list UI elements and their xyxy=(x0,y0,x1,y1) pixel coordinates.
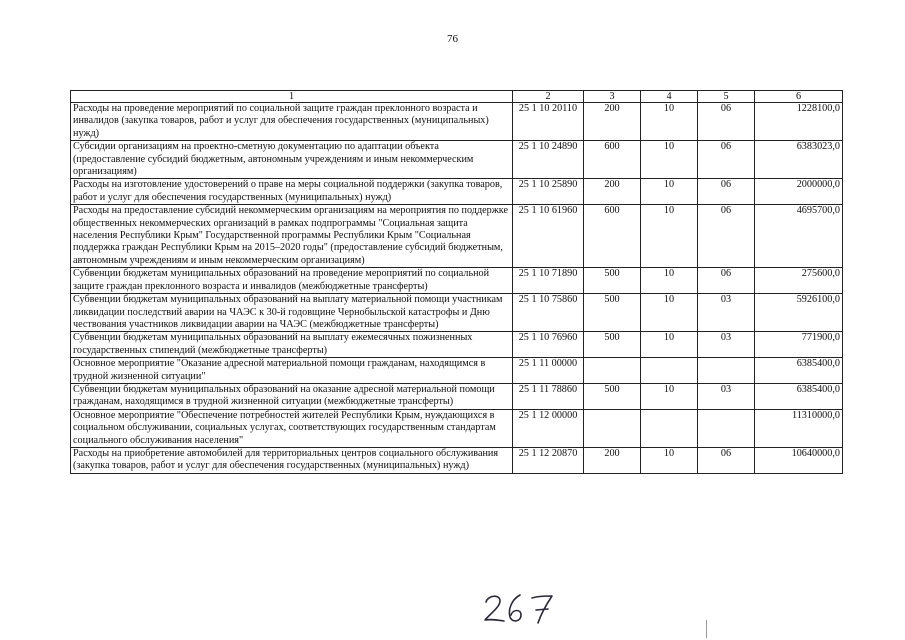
budget-table xyxy=(70,90,843,474)
table-row xyxy=(71,447,843,473)
section-code: 10 xyxy=(641,179,698,205)
subsection-code: 06 xyxy=(698,205,755,268)
section-code: 10 xyxy=(641,447,698,473)
expense-type-code xyxy=(584,358,641,384)
table-row xyxy=(71,358,843,384)
amount: 4695700,0 xyxy=(755,205,843,268)
subsection-code: 06 xyxy=(698,103,755,141)
section-code: 10 xyxy=(641,141,698,179)
section-code: 10 xyxy=(641,332,698,358)
column-header-1: 1 xyxy=(71,91,513,103)
table-row xyxy=(71,205,843,268)
expense-type-code: 200 xyxy=(584,447,641,473)
row-name: Расходы на приобретение автомобилей для территориальных центров социального обслуживания (закупка товаров, работ и услуг для обеспечения государственных (муниципальных) нужд) xyxy=(71,447,513,473)
margin-mark xyxy=(706,620,707,638)
amount: 10640000,0 xyxy=(755,447,843,473)
table-row xyxy=(71,268,843,294)
target-article-code: 25 1 11 78860 xyxy=(513,383,584,409)
expense-type-code xyxy=(584,409,641,447)
amount: 11310000,0 xyxy=(755,409,843,447)
column-header-4: 4 xyxy=(641,91,698,103)
section-code: 10 xyxy=(641,205,698,268)
table-row xyxy=(71,409,843,447)
column-header-2: 2 xyxy=(513,91,584,103)
expense-type-code: 500 xyxy=(584,268,641,294)
target-article-code: 25 1 10 76960 xyxy=(513,332,584,358)
section-code: 10 xyxy=(641,294,698,332)
subsection-code: 06 xyxy=(698,179,755,205)
target-article-code: 25 1 12 20870 xyxy=(513,447,584,473)
amount: 1228100,0 xyxy=(755,103,843,141)
section-code: 10 xyxy=(641,103,698,141)
table-row xyxy=(71,294,843,332)
subsection-code xyxy=(698,409,755,447)
expense-type-code: 500 xyxy=(584,294,641,332)
row-name: Основное мероприятие "Оказание адресной материальной помощи гражданам, находящимся в трудной жизненной ситуации" xyxy=(71,358,513,384)
expense-type-code: 600 xyxy=(584,141,641,179)
subsection-code: 06 xyxy=(698,268,755,294)
amount: 6385400,0 xyxy=(755,358,843,384)
amount: 5926100,0 xyxy=(755,294,843,332)
target-article-code: 25 1 10 24890 xyxy=(513,141,584,179)
expense-type-code: 200 xyxy=(584,179,641,205)
table-header-row xyxy=(71,91,843,103)
table-row xyxy=(71,332,843,358)
expense-type-code: 600 xyxy=(584,205,641,268)
section-code: 10 xyxy=(641,268,698,294)
row-name: Субвенции бюджетам муниципальных образований на выплату ежемесячных пожизненных государственных стипендий (межбюджетные трансферты) xyxy=(71,332,513,358)
section-code xyxy=(641,409,698,447)
subsection-code: 03 xyxy=(698,294,755,332)
expense-type-code: 200 xyxy=(584,103,641,141)
table-row xyxy=(71,383,843,409)
target-article-code: 25 1 11 00000 xyxy=(513,358,584,384)
row-name: Расходы на изготовление удостоверений о праве на меры социальной поддержки (закупка товаров, работ и услуг для обеспечения государственных (муниципальных) нужд) xyxy=(71,179,513,205)
target-article-code: 25 1 12 00000 xyxy=(513,409,584,447)
column-header-6: 6 xyxy=(755,91,843,103)
subsection-code: 03 xyxy=(698,383,755,409)
expense-type-code: 500 xyxy=(584,332,641,358)
row-name: Расходы на проведение мероприятий по социальной защите граждан преклонного возраста и инвалидов (закупка товаров, работ и услуг для обеспечения государственных (муниципальных) нужд) xyxy=(71,103,513,141)
target-article-code: 25 1 10 20110 xyxy=(513,103,584,141)
expense-type-code: 500 xyxy=(584,383,641,409)
handwritten-page-number xyxy=(480,590,570,626)
amount: 771900,0 xyxy=(755,332,843,358)
table-row xyxy=(71,141,843,179)
column-header-3: 3 xyxy=(584,91,641,103)
subsection-code: 03 xyxy=(698,332,755,358)
target-article-code: 25 1 10 61960 xyxy=(513,205,584,268)
row-name: Субвенции бюджетам муниципальных образований на выплату материальной помощи участникам ликвидации последствий аварии на ЧАЭС к 30-й годовщине Чернобыльской катастрофы и Дню чествования участников ликвидации аварии на ЧАЭС (межбюджетные трансферты) xyxy=(71,294,513,332)
target-article-code: 25 1 10 25890 xyxy=(513,179,584,205)
subsection-code: 06 xyxy=(698,447,755,473)
column-header-5: 5 xyxy=(698,91,755,103)
table-row xyxy=(71,103,843,141)
target-article-code: 25 1 10 71890 xyxy=(513,268,584,294)
target-article-code: 25 1 10 75860 xyxy=(513,294,584,332)
section-code: 10 xyxy=(641,383,698,409)
subsection-code: 06 xyxy=(698,141,755,179)
amount: 275600,0 xyxy=(755,268,843,294)
row-name: Субвенции бюджетам муниципальных образований на оказание адресной материальной помощи гражданам, находящимся в трудной жизненной ситуации (межбюджетные трансферты) xyxy=(71,383,513,409)
page-number: 76 xyxy=(447,33,458,45)
row-name: Субсидии организациям на проектно-сметную документацию по адаптации объекта (предоставление субсидий бюджетным, автономным учреждениям и иным некоммерческим организациям) xyxy=(71,141,513,179)
table-row xyxy=(71,179,843,205)
section-code xyxy=(641,358,698,384)
row-name: Расходы на предоставление субсидий некоммерческим организациям на мероприятия по поддержке общественных некоммерческих организаций в рамках подпрограммы "Социальная защита населения Республики Крым" Государственной программы Республики Крым "Социальная поддержка граждан Республики Крым на 2015–2020 годы" (предоставление субсидий бюджетным, автономным учреждениям и иным некоммерческим организациям) xyxy=(71,205,513,268)
amount: 2000000,0 xyxy=(755,179,843,205)
subsection-code xyxy=(698,358,755,384)
amount: 6383023,0 xyxy=(755,141,843,179)
row-name: Субвенции бюджетам муниципальных образований на проведение мероприятий по социальной защите граждан преклонного возраста и инвалидов (межбюджетные трансферты) xyxy=(71,268,513,294)
row-name: Основное мероприятие "Обеспечение потребностей жителей Республики Крым, нуждающихся в социальном обслуживании, социальных услугах, соответствующих государственным стандартам социального обслуживания населения" xyxy=(71,409,513,447)
amount: 6385400,0 xyxy=(755,383,843,409)
